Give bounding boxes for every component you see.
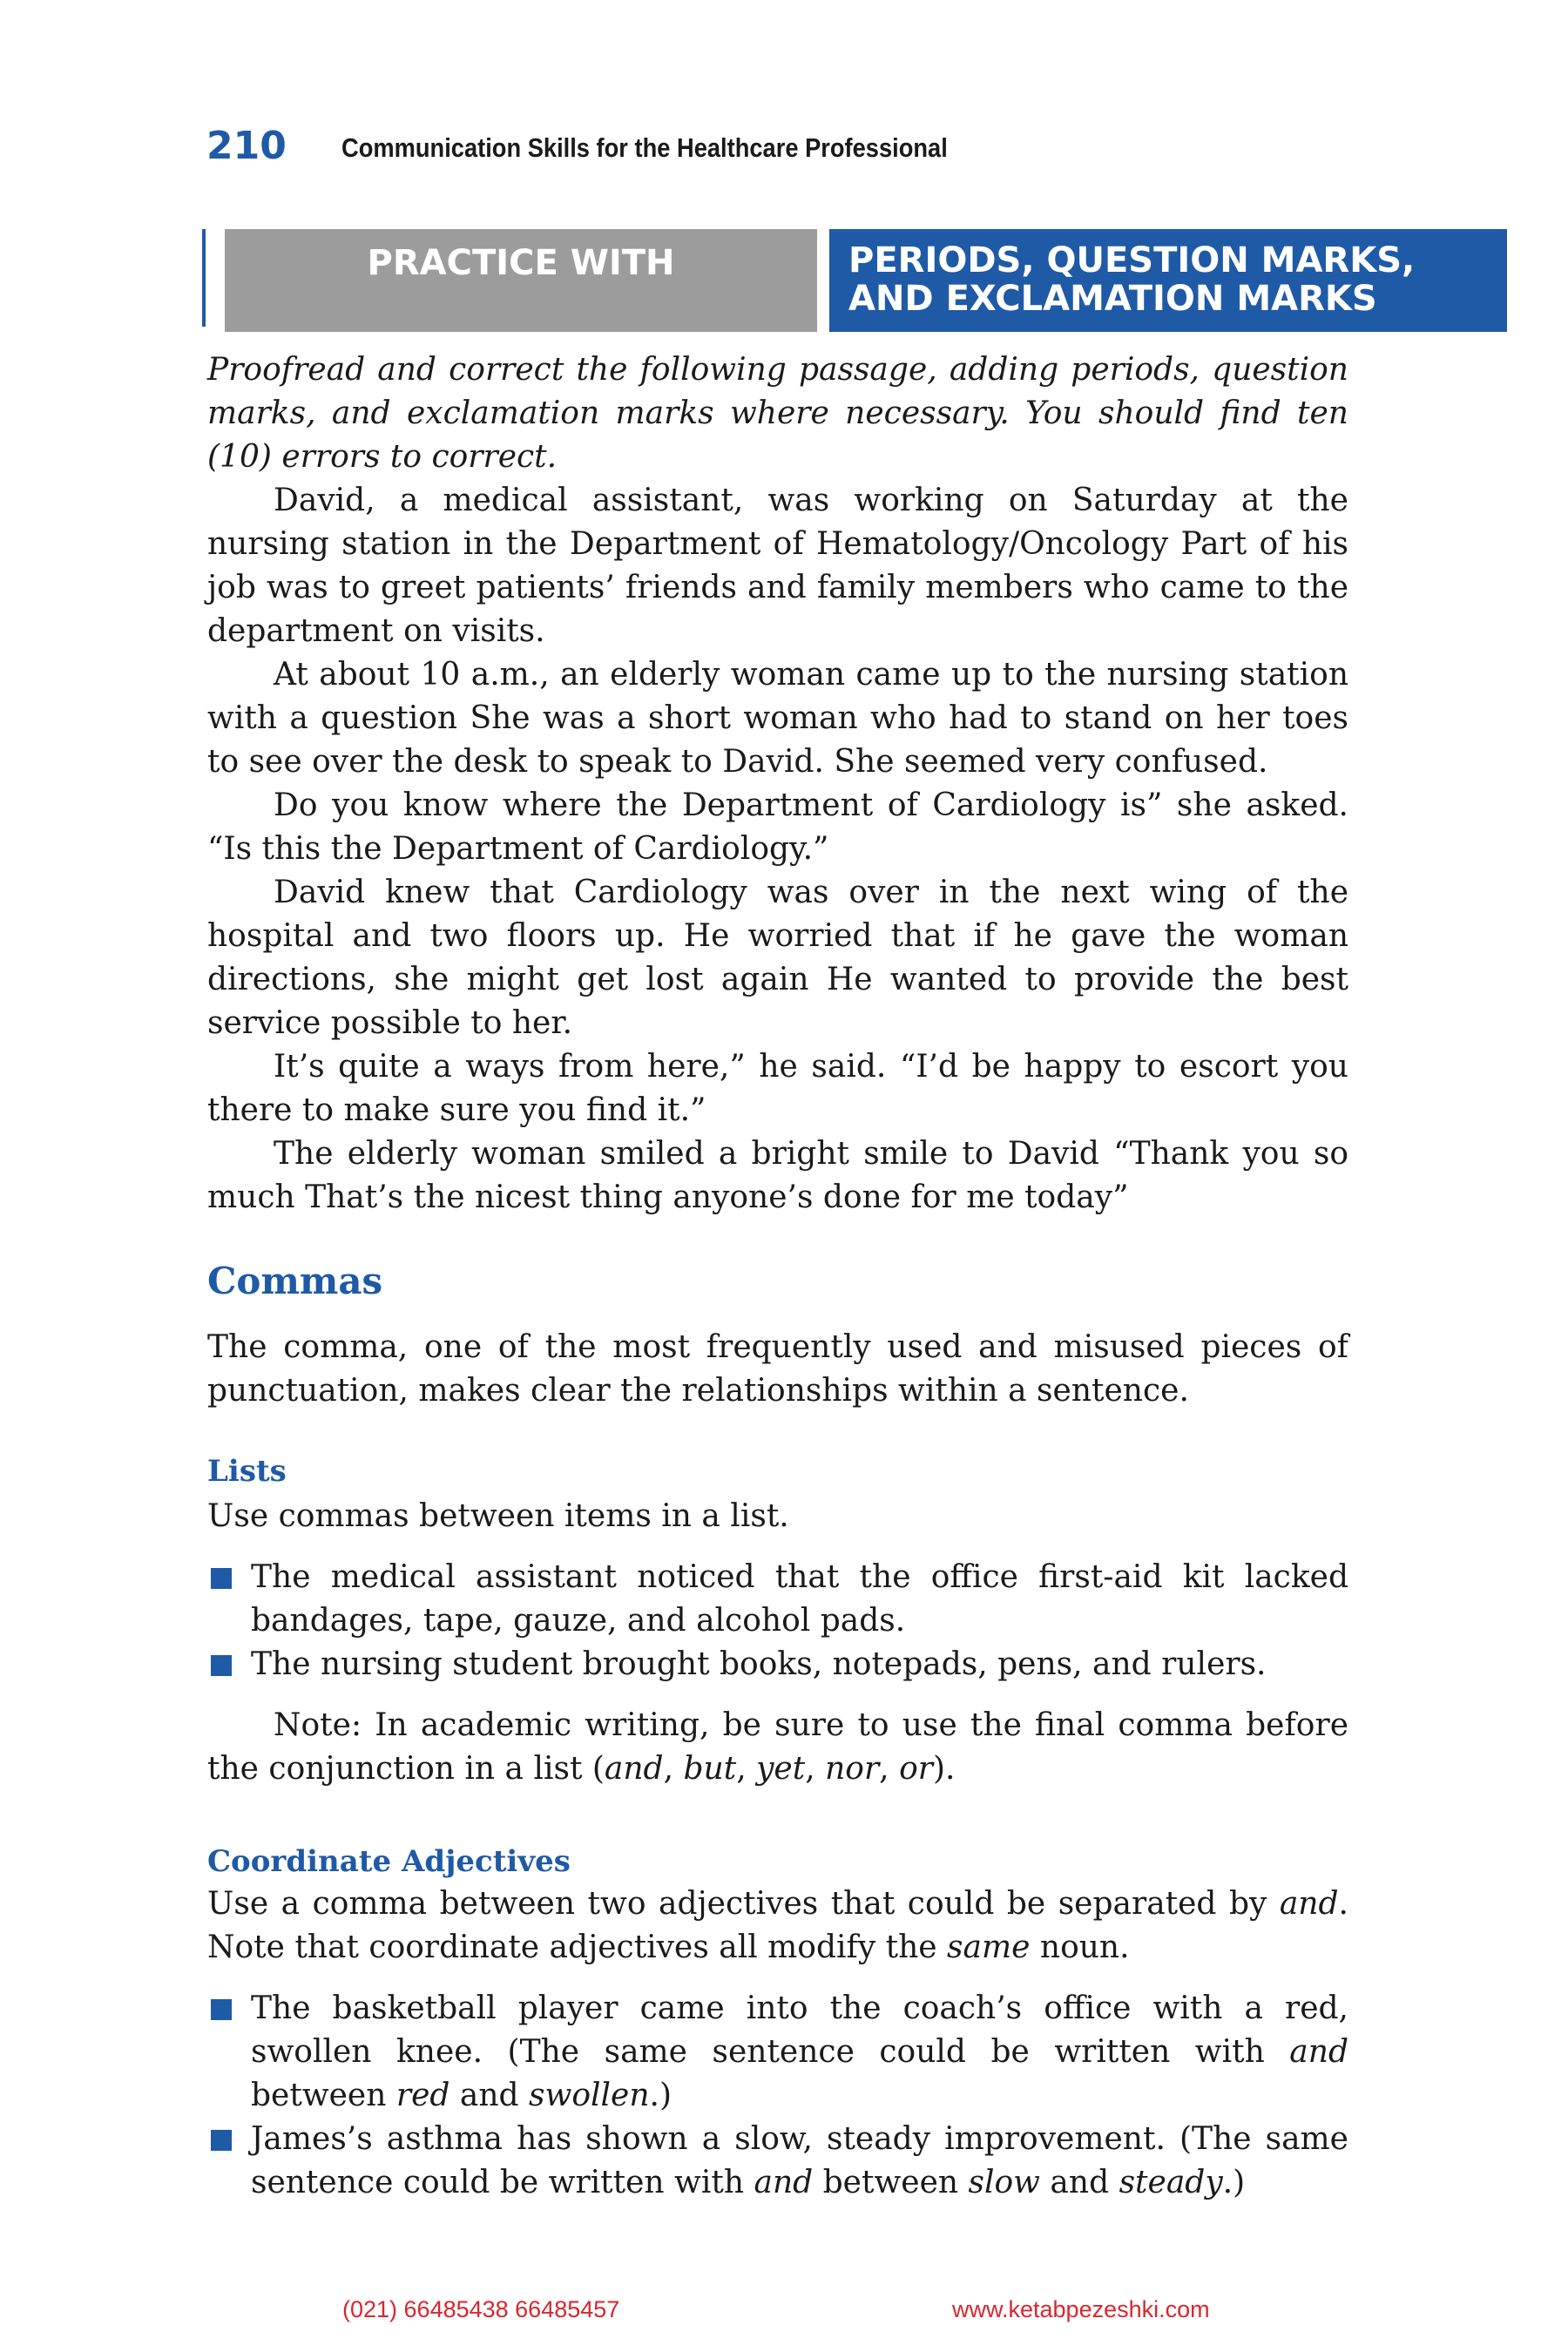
- list-item: [207, 1556, 1348, 1643]
- bullet-italic: red: [395, 2078, 450, 2113]
- page-header: [206, 122, 1356, 174]
- rule-text: . Note that coordinate adjectives all modify the: [207, 1886, 1348, 1965]
- footer-phone: (021) 66485438 66485457: [342, 2296, 620, 2322]
- list-item-text: The medical assistant noticed that the office first-aid kit lacked bandages, tape, gauze, and alcohol pads.: [251, 1559, 1348, 1639]
- bullet-square-icon: [211, 1568, 232, 1589]
- coordinate-block: [207, 1882, 1348, 2205]
- lists-rule: Use commas between items in a list.: [207, 1498, 789, 1534]
- bullet-text: between: [251, 2078, 396, 2113]
- page-number: 210: [206, 124, 287, 168]
- list-item: [207, 2118, 1348, 2205]
- exercise-paragraph: The elderly woman smiled a bright smile to David “Thank you so much That’s the nicest thing anyone’s done for me today”: [207, 1136, 1348, 1215]
- practice-label: PRACTICE WITH: [225, 229, 817, 332]
- practice-title-line1: PERIODS, QUESTION MARKS,: [848, 240, 1416, 280]
- note-text: Note: In academic writing, be sure to use the final comma before the conjunction in a list (: [207, 1707, 1348, 1787]
- coordinate-rule: [207, 1882, 1348, 1970]
- lists-bullets: [207, 1556, 1348, 1686]
- bullet-square-icon: [211, 1999, 232, 2020]
- exercise-instructions: Proofread and correct the following passage, adding periods, question marks, and exclamation marks where necessary. You should find ten (10) errors to correct.: [207, 352, 1348, 475]
- rule-text: noun.: [1030, 1930, 1130, 1965]
- commas-intro-block: [207, 1326, 1348, 1413]
- coordinate-heading: Coordinate Adjectives: [207, 1844, 571, 1879]
- running-title: Communication Skills for the Healthcare Professional: [341, 132, 948, 163]
- footer-website[interactable]: www.ketabpezeshki.com: [952, 2296, 1210, 2322]
- exercise-passage: [207, 348, 1348, 1220]
- coordinate-bullets: [207, 1987, 1348, 2205]
- commas-intro: The comma, one of the most frequently used and misused pieces of punctuation, makes clear the relationships within a sentence.: [207, 1329, 1348, 1409]
- list-item: [207, 1643, 1348, 1686]
- bullet-text: .): [649, 2078, 672, 2113]
- lists-heading: Lists: [207, 1454, 287, 1489]
- note-word: nor: [825, 1751, 880, 1787]
- note-word: and: [604, 1751, 664, 1787]
- rule-italic: same: [947, 1930, 1031, 1965]
- bullet-text: between: [813, 2165, 969, 2200]
- practice-title-line2: AND EXCLAMATION MARKS: [848, 279, 1377, 319]
- lists-note: Note: In academic writing, be sure to use the final comma before the conjunction in a list (and, but, yet, nor, or).: [207, 1707, 1348, 1787]
- list-item: [207, 1987, 1348, 2118]
- exercise-paragraph: David, a medical assistant, was working on Saturday at the nursing station in the Department of Hematology/Oncology Part of his job was to greet patients’ friends and family members who came to the department on visits.: [207, 483, 1348, 649]
- practice-banner: [202, 229, 1416, 335]
- list-item-text: The nursing student brought books, notepads, pens, and rulers.: [251, 1646, 1267, 1682]
- note-word: but: [683, 1751, 737, 1787]
- note-word: yet: [756, 1751, 806, 1787]
- bullet-italic: steady: [1119, 2165, 1223, 2200]
- exercise-paragraph: It’s quite a ways from here,” he said. “I’d be happy to escort you there to make sure you find it.”: [207, 1049, 1348, 1128]
- bullet-italic: and: [1289, 2034, 1348, 2070]
- bullet-text: and: [449, 2078, 530, 2113]
- banner-rule: [202, 229, 206, 327]
- exercise-paragraph: David knew that Cardiology was over in the next wing of the hospital and two floors up. He worried that if he gave the woman directions, she might get lost again He wanted to provide the best service possible to her.: [207, 875, 1348, 1041]
- bullet-italic: and: [754, 2165, 814, 2200]
- exercise-paragraph: At about 10 a.m., an elderly woman came up to the nursing station with a question She was a short woman who had to stand on her toes to see over the desk to speak to David. She seemed very confused.: [207, 657, 1348, 780]
- bullet-text: The basketball player came into the coach’s office with a red, swollen knee. (The same sentence could be written with: [251, 1990, 1348, 2070]
- bullet-italic: swollen: [529, 2078, 650, 2113]
- bullet-italic: slow: [968, 2165, 1040, 2200]
- commas-heading: Commas: [207, 1260, 383, 1302]
- bullet-text: James’s asthma has shown a slow, steady improvement. (The same sentence could be written with: [251, 2121, 1348, 2200]
- bullet-text: .): [1222, 2165, 1246, 2200]
- lists-block: [207, 1495, 1348, 1791]
- exercise-paragraph: Do you know where the Department of Cardiology is” she asked. “Is this the Department of Cardiology.”: [207, 787, 1348, 867]
- note-text: ).: [932, 1751, 956, 1787]
- rule-italic: and: [1279, 1886, 1339, 1922]
- note-word: or: [899, 1751, 933, 1787]
- bullet-square-icon: [211, 2130, 232, 2151]
- rule-text: Use a comma between two adjectives that could be separated by: [207, 1886, 1280, 1922]
- practice-title: [829, 229, 1507, 332]
- bullet-text: and: [1039, 2165, 1119, 2200]
- bullet-square-icon: [211, 1655, 232, 1676]
